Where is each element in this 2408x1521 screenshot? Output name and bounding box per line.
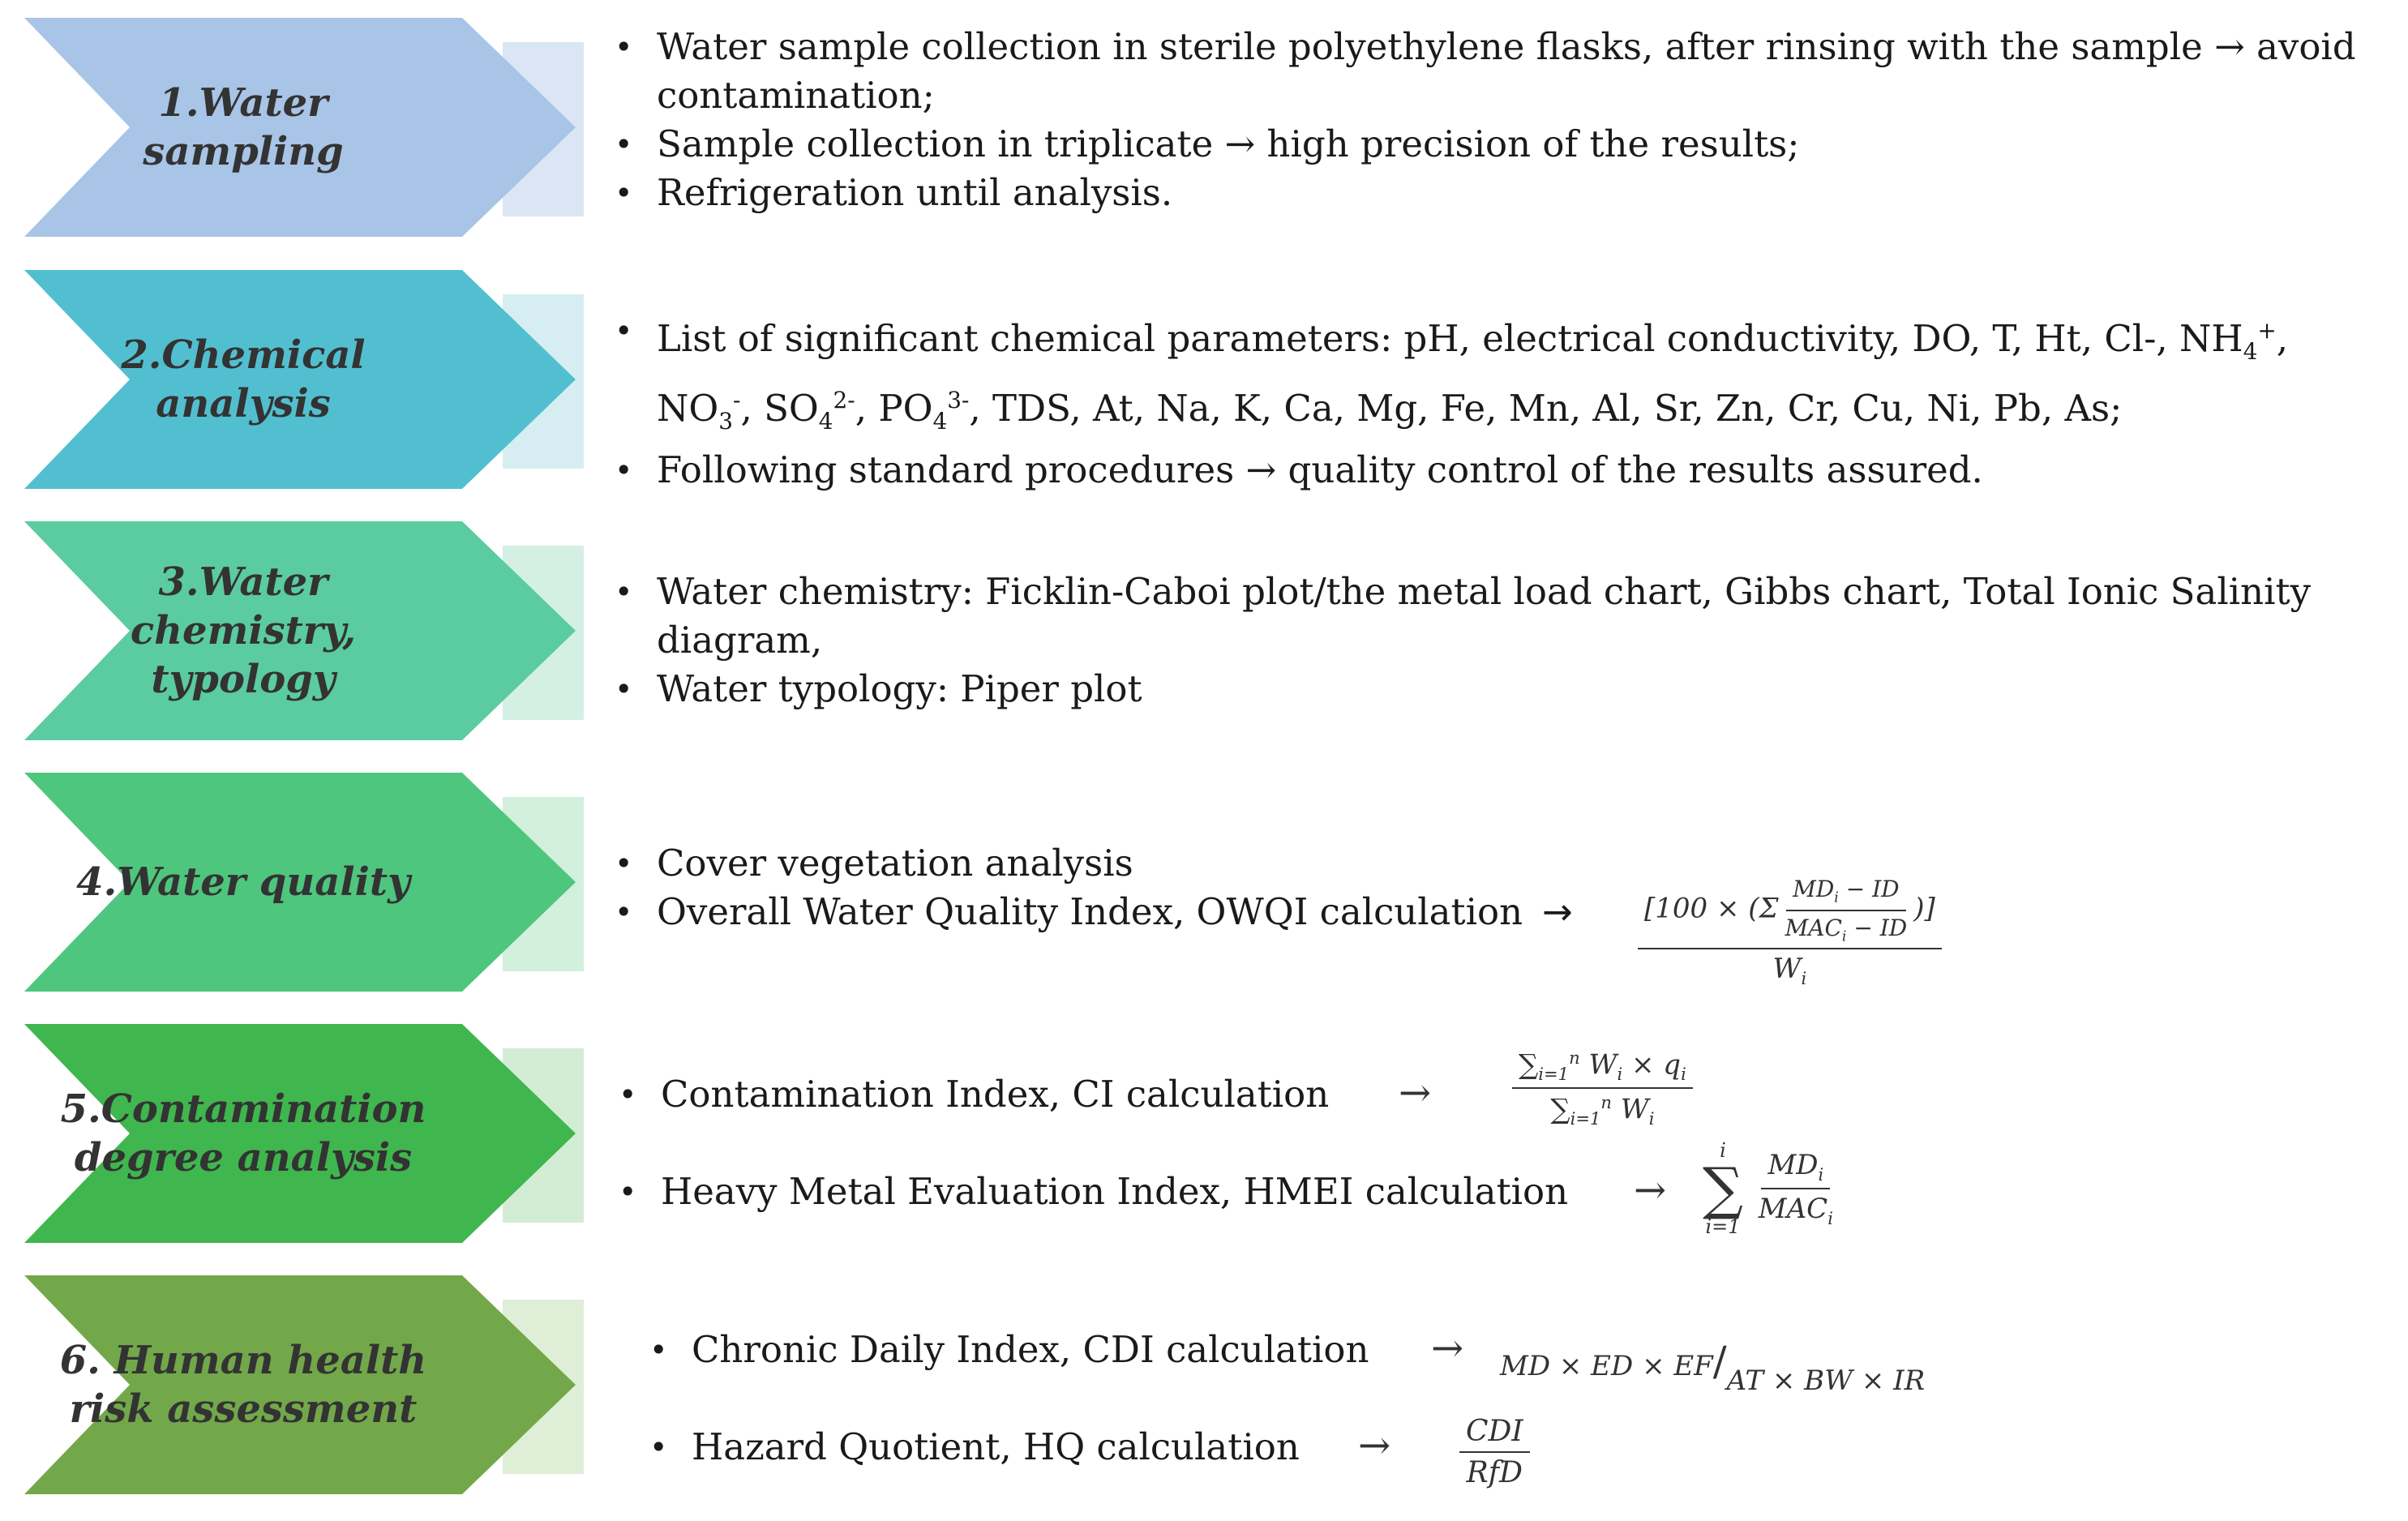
list-item: • List of significant chemical parameters: pH, electrical conductivity, DO, T, Ht, Cl-, $NH_4^+$, $NO_3^-$, $SO_4^{2-}$, $PO_4^{3-}$, TDS, At, Na, K, Ca, Mg, Fe, Mn, Al, Sr, Zn, Cr, Cu, Ni, Pb, As; (608, 306, 2392, 446)
list-item: • Water typology: Piper plot (608, 665, 2392, 713)
step-1-text (608, 23, 2392, 217)
arrow-icon: → (1542, 890, 1573, 933)
list-item: • Chronic Daily Index, CDI calculation (643, 1326, 2408, 1374)
step-5-chevron (24, 1024, 584, 1243)
step-1-label: 1.Water sampling (143, 80, 344, 174)
step-3-chevron (24, 521, 584, 740)
step-2-chevron (24, 270, 584, 489)
list-item: • Sample collection in triplicate → high precision of the results; (608, 120, 2392, 169)
step-1-chevron (24, 18, 584, 237)
step-6-label: 6. Human health risk assessment (59, 1338, 427, 1432)
step-5-text (612, 1070, 2396, 1119)
step-4-text (608, 839, 2392, 936)
list-item: • Refrigeration until analysis. (608, 169, 2392, 217)
list-item: • Cover vegetation analysis (608, 839, 2392, 888)
arrow-icon: → (1358, 1423, 1391, 1468)
cdi-formula: MD × ED × EF/AT × BW × IR (1500, 1338, 1926, 1397)
hmei-formula: i ∑ i=1 $\frac{MD_i}{MAC_i}$ (1703, 1139, 1833, 1238)
list-item: • Overall Water Quality Index, OWQI calculation → (608, 888, 2392, 936)
list-item: • Contamination Index, CI calculation (612, 1070, 2396, 1119)
step-4-chevron (24, 773, 584, 992)
arrow-icon: → (1634, 1168, 1667, 1213)
step-4-label: 4.Water quality (76, 859, 410, 905)
step-2-label: 2.Chemical analysis (121, 332, 366, 426)
step-2-text (608, 306, 2392, 495)
step-3-label: 3.Water chemistry, typology (130, 559, 357, 702)
step-6-chevron (24, 1275, 584, 1494)
list-item: • Heavy Metal Evaluation Index, HMEI calculation (612, 1168, 2396, 1216)
step-3-text (608, 568, 2392, 713)
list-item: • Water chemistry: Ficklin-Caboi plot/the metal load chart, Gibbs chart, Total Ionic Salinity diagram, (608, 568, 2392, 665)
list-item: • Hazard Quotient, HQ calculation (643, 1423, 2408, 1472)
ci-formula: $\frac{\sum_{i=1}^n W_i \times q_i}{\sum_{i=1}^n W_i}$ (1512, 1048, 1693, 1129)
owqi-formula: [100 × (Σ $\frac{MD_i - ID}{MAC_i - ID}$ )] $W_i$ (1638, 876, 1942, 988)
arrow-icon: → (1431, 1326, 1464, 1371)
hq-formula: $\frac{\text{CDI}}{\text{RfD}}$ (1459, 1415, 1530, 1489)
list-item: • Water sample collection in sterile polyethylene flasks, after rinsing with the sample → avoid contamination; (608, 23, 2392, 120)
step-5-text-2 (612, 1168, 2396, 1216)
step-5-label: 5.Contamination degree analysis (60, 1086, 426, 1180)
list-item: • Following standard procedures → quality control of the results assured. (608, 446, 2392, 495)
arrow-icon: → (1399, 1070, 1432, 1116)
